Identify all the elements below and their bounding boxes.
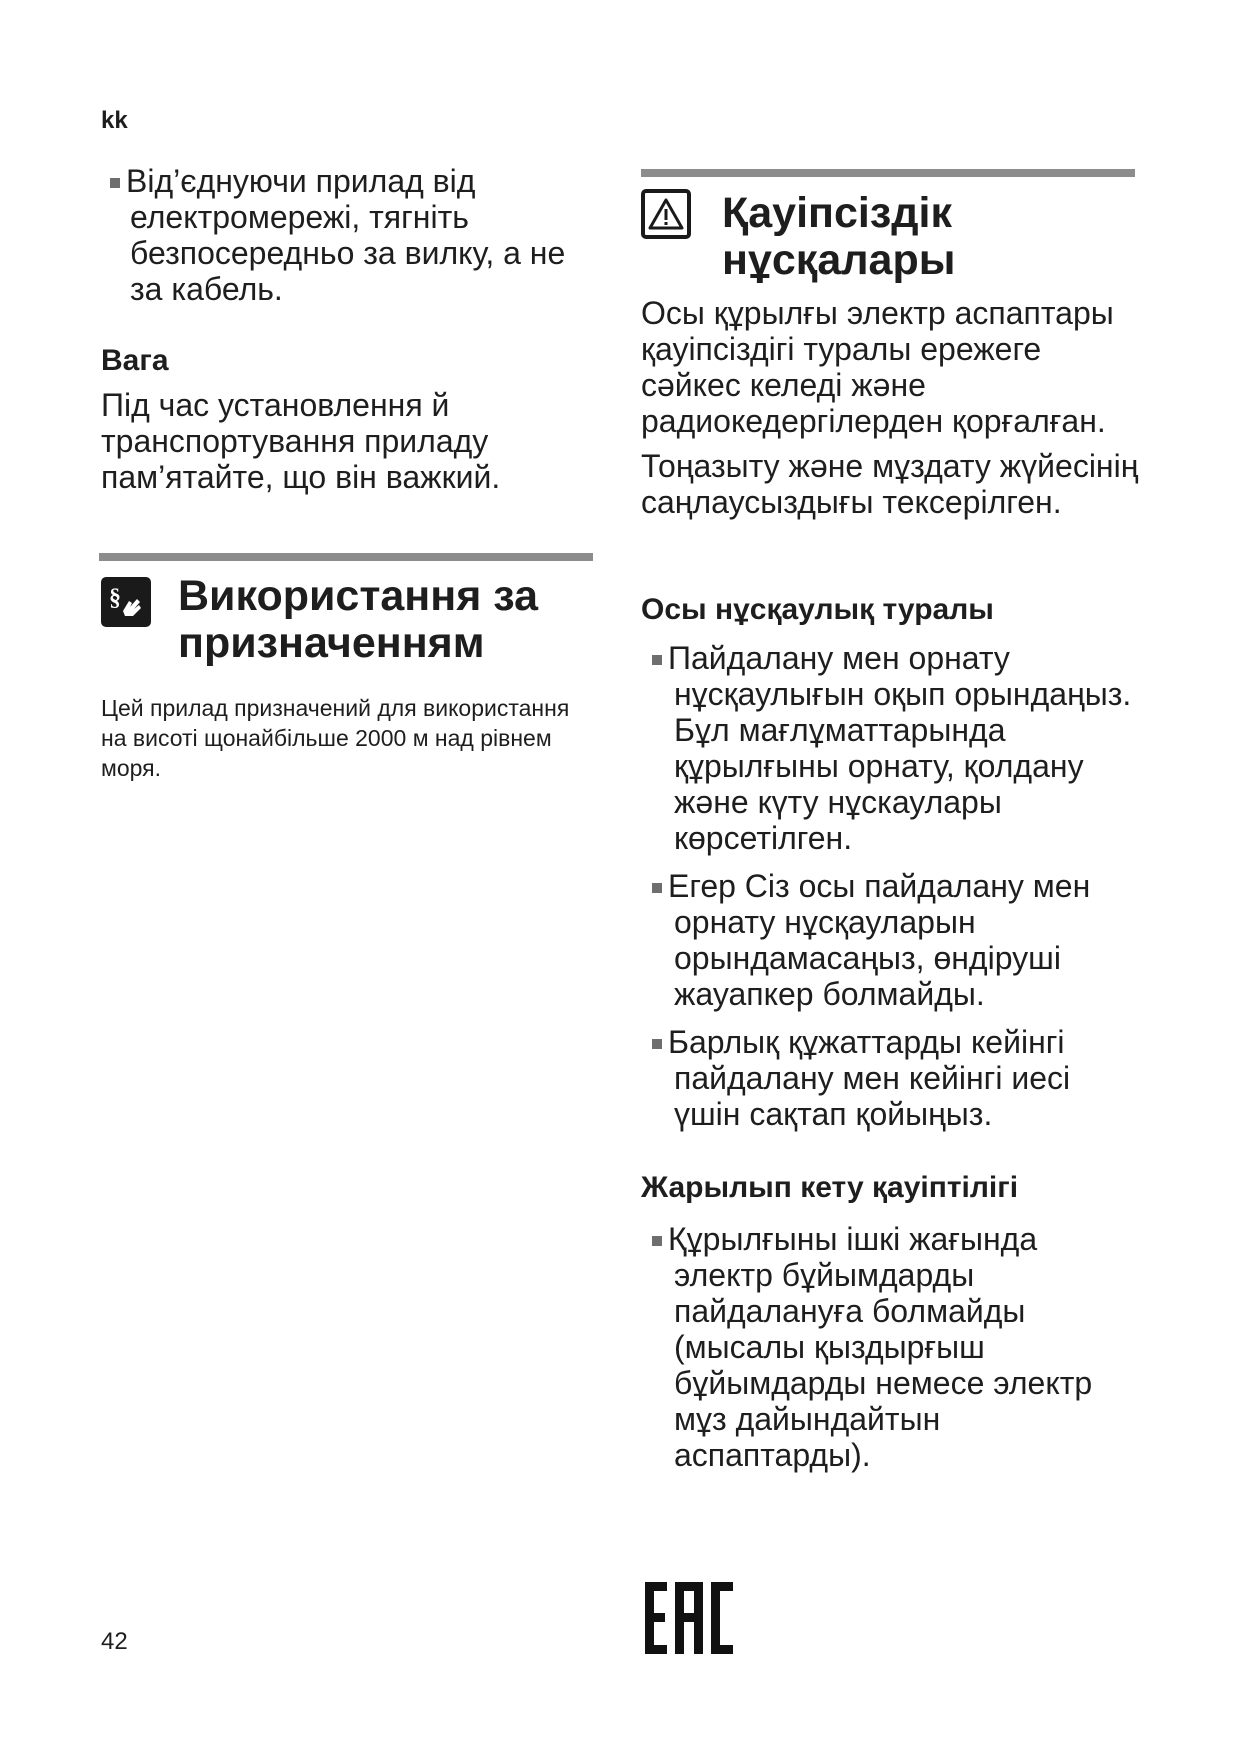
safety-heading-line1: Қауіпсіздік xyxy=(722,189,952,237)
explosion-bullet-text: Құрылғыны ішкі жағында электр бұйымдарды пайдалануға болмайды (мысалы қыздырғыш бұйымдарды немесе электр мұз дайындайтын аспаптарды). xyxy=(668,1221,1093,1473)
page-number: 42 xyxy=(101,1628,128,1655)
manual-bullet-text: Барлық құжаттарды кейінгі пайдалану мен кейінгі иесі үшін сақтап қойыңыз. xyxy=(668,1024,1071,1132)
section-rule-right xyxy=(641,169,1135,177)
safety-para-2: Тоңазыту және мұздату жүйесінің саңлаусыздығы тексерілген. xyxy=(641,448,1139,520)
weight-text: Під час установлення й транспортування приладу пам’ятайте, що він важкий. xyxy=(101,387,501,495)
manual-heading: Осы нұсқаулық туралы xyxy=(641,593,994,626)
intended-use-text: Цей прилад призначений для використання на висоті щонайбільше 2000 м над рівнем моря. xyxy=(101,695,570,781)
safety-heading xyxy=(722,190,1132,284)
paragraph-hand-icon xyxy=(101,577,151,627)
bullet-square-icon xyxy=(652,883,662,893)
bullet-square-icon xyxy=(652,1039,662,1049)
section-rule-left xyxy=(99,553,593,561)
safety-heading-line2: нұсқалары xyxy=(722,236,956,284)
list-item xyxy=(668,1221,1144,1473)
intended-use-heading xyxy=(178,573,588,667)
manual-bullet-text: Егер Сіз осы пайдалану мен орнату нұсқауларын орындамасаңыз, өндіруші жауапкер болмайды. xyxy=(668,868,1091,1012)
intended-use-heading-line1: Використання за xyxy=(178,572,538,620)
list-item xyxy=(668,640,1144,856)
explosion-bullet xyxy=(668,1221,1144,1473)
intended-use-heading-line2: призначенням xyxy=(178,619,485,667)
bullet-square-icon xyxy=(652,1236,662,1246)
eac-certification-mark-icon xyxy=(645,1582,735,1654)
language-code: kk xyxy=(101,107,128,134)
list-item xyxy=(668,1024,1144,1132)
weight-heading: Вага xyxy=(101,344,169,377)
bullet-square-icon xyxy=(652,655,662,665)
bullet-cable-text: Від’єднуючи прилад від електромережі, тягніть безпосередньо за вилку, а не за кабель. xyxy=(126,163,566,307)
manual-bullet-list xyxy=(668,640,1144,1144)
manual-bullet-text: Пайдалану мен орнату нұсқаулығын оқып орындаңыз. Бұл мағлұматтарында құрылғыны орнату, қолдану және күту нұскаулары көрсетілген. xyxy=(668,640,1132,856)
explosion-heading: Жарылып кету қауіптілігі xyxy=(641,1171,1019,1204)
safety-para-1: Осы құрылғы электр аспаптары қауіпсіздігі туралы ережеге сәйкес келеді және радиокедергілерден қорғалған. xyxy=(641,295,1114,439)
bullet-square-icon xyxy=(110,178,120,188)
warning-triangle-icon xyxy=(641,189,691,239)
svg-text:§: § xyxy=(109,585,121,611)
bullet-cable xyxy=(126,163,600,307)
list-item xyxy=(668,868,1144,1012)
